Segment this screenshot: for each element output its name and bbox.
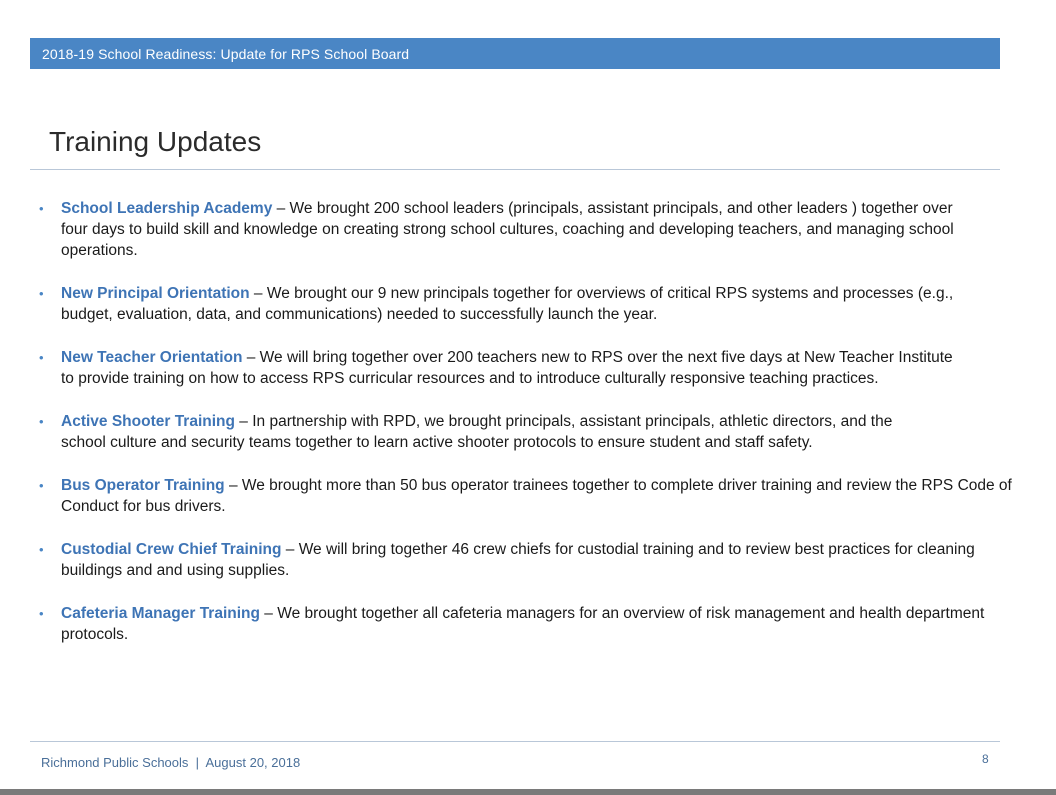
footer-divider — [30, 741, 1000, 742]
list-item — [30, 475, 1016, 517]
title-divider — [30, 169, 1000, 170]
bullet-icon: • — [39, 201, 44, 216]
bullet-term: Cafeteria Manager Training — [61, 605, 260, 622]
footer-text: Richmond Public Schools | August 20, 2018 — [41, 755, 301, 770]
training-list — [30, 198, 1012, 667]
bullet-text: – We brought together all cafeteria managers for an overview of risk management and health department protocols. — [61, 605, 985, 643]
bottom-edge — [0, 789, 1056, 795]
bullet-text: – We will bring together over 200 teachers new to RPS over the next five days at New Teacher Institute to provide training on how to access RPS curricular resources and to introduce culturally responsive teaching practices. — [61, 349, 953, 387]
slide-title: Training Updates — [49, 126, 262, 157]
bullet-term: New Teacher Orientation — [61, 349, 243, 366]
list-item — [30, 603, 1026, 645]
bullet-text: – We brought our 9 new principals together for overviews of critical RPS systems and processes (e.g., budget, evaluation, data, and communications) needed to successfully launch the year. — [61, 285, 954, 323]
bullet-icon: • — [39, 478, 44, 493]
bullet-icon: • — [39, 350, 44, 365]
header-bar — [30, 38, 1000, 69]
bullet-term: Active Shooter Training — [61, 413, 235, 430]
bullet-term: Custodial Crew Chief Training — [61, 541, 282, 558]
bullet-icon: • — [39, 606, 44, 621]
page-number: 8 — [982, 752, 989, 766]
list-item — [30, 283, 966, 325]
bullet-term: School Leadership Academy — [61, 200, 273, 217]
bullet-icon: • — [39, 286, 44, 301]
bullet-text: – We will bring together 46 crew chiefs for custodial training and to review best practices for cleaning buildings and and using supplies. — [61, 541, 975, 579]
bullet-icon: • — [39, 414, 44, 429]
list-item — [30, 347, 966, 389]
header-title: 2018-19 School Readiness: Update for RPS School Board — [42, 45, 410, 62]
bullet-term: New Principal Orientation — [61, 285, 250, 302]
list-item — [30, 198, 966, 261]
list-item — [30, 539, 1001, 581]
bullet-icon: • — [39, 542, 44, 557]
bullet-text: – In partnership with RPD, we brought principals, assistant principals, athletic directors, and the school culture and security teams together to learn active shooter protocols to ensure student and staff safety. — [61, 413, 893, 451]
bullet-text: – We brought 200 school leaders (principals, assistant principals, and other leaders ) together over four days to build skill and knowledge on creating strong school cultures, coaching and developing teachers, and managing school operations. — [61, 200, 954, 259]
list-item — [30, 411, 931, 453]
bullet-text: – We brought more than 50 bus operator trainees together to complete driver training and review the RPS Code of Conduct for bus drivers. — [61, 477, 1012, 515]
bullet-term: Bus Operator Training — [61, 477, 225, 494]
